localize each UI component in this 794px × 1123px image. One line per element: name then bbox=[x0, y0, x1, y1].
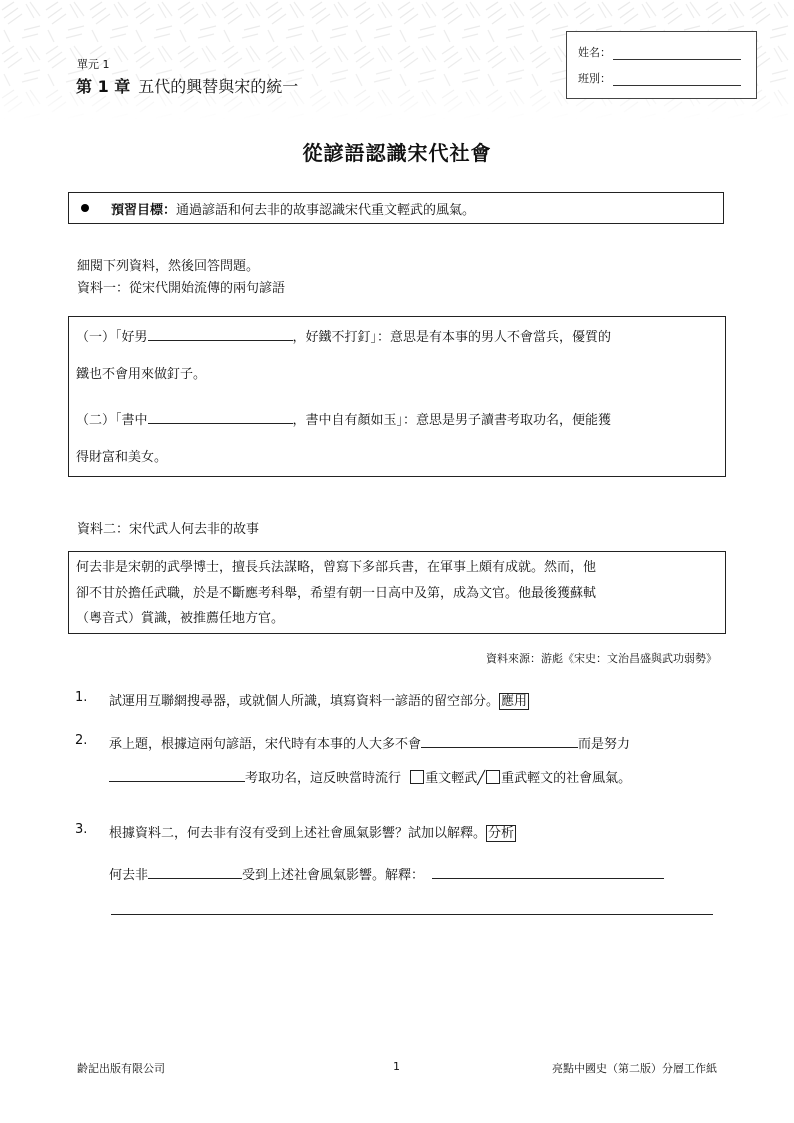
source2-line-1: 何去非是宋朝的武學博士，擅長兵法謀略，曾寫下多部兵書，在軍事上頗有成就。然而，他 bbox=[76, 560, 597, 575]
q3-explain-line-2[interactable] bbox=[111, 914, 713, 915]
class-label: 班別： bbox=[578, 72, 611, 85]
chapter-heading bbox=[76, 74, 298, 97]
unit-label: 單元 1 bbox=[77, 58, 110, 71]
footer-book-title: 亮點中國史（第二版）分層工作紙 bbox=[552, 1062, 717, 1075]
skill-tag-analyze: 分析 bbox=[488, 826, 515, 841]
instructions: 細閱下列資料，然後回答問題。 bbox=[77, 259, 260, 274]
page-title: 從諺語認識宋代社會 bbox=[302, 141, 492, 165]
chapter-number: 第 1 章 bbox=[76, 77, 131, 96]
footer-publisher: 齡記出版有限公司 bbox=[77, 1062, 165, 1075]
q2-blank-1[interactable] bbox=[421, 735, 578, 748]
q3-explain-line-1[interactable] bbox=[432, 866, 664, 879]
student-info-box bbox=[566, 31, 757, 99]
source2-line-2: 卻不甘於擔任武職，於是不斷應考科舉，希望有朝一日高中及第，成為文官。他最後獲蘇軾 bbox=[76, 586, 597, 601]
goal-label: 預習目標： bbox=[111, 202, 177, 218]
proverb-2: （二）「書中 ，書中自有顏如玉」：意思是男子讀書考取功名，便能獲 bbox=[76, 413, 612, 428]
source2-line-3: （粵音式）賞識，被推薦任地方官。 bbox=[76, 611, 285, 626]
proverb-1-blank[interactable] bbox=[148, 328, 293, 341]
source1-heading: 資料一：從宋代開始流傳的兩句諺語 bbox=[77, 281, 286, 296]
proverb-1: （一）「好男 ，好鐵不打釘」：意思是有本事的男人不會當兵，優質的 bbox=[76, 330, 612, 345]
name-label: 姓名： bbox=[578, 46, 611, 59]
proverb-2-cont: 得財富和美女。 bbox=[76, 450, 168, 465]
source2-box bbox=[68, 551, 726, 634]
class-field[interactable] bbox=[613, 74, 741, 86]
source2-heading: 資料二：宋代武人何去非的故事 bbox=[77, 522, 260, 537]
goal-box bbox=[68, 192, 724, 224]
bullet-icon bbox=[81, 204, 89, 212]
proverb-2-blank[interactable] bbox=[148, 411, 293, 424]
skill-tag-apply: 應用 bbox=[501, 694, 528, 709]
proverb-1-cont: 鐵也不會用來做釘子。 bbox=[76, 367, 207, 382]
source1-box bbox=[68, 316, 726, 477]
chapter-title: 五代的興替與宋的統一 bbox=[138, 77, 299, 96]
option-checkbox-1[interactable] bbox=[410, 770, 424, 784]
option-checkbox-2[interactable] bbox=[486, 770, 500, 784]
q3-blank-1[interactable] bbox=[148, 866, 242, 879]
source-citation: 資料來源：游彪《宋史：文治昌盛與武功弱勢》 bbox=[486, 652, 717, 665]
goal-text: 通過諺語和何去非的故事認識宋代重文輕武的風氣。 bbox=[176, 202, 476, 218]
name-field[interactable] bbox=[613, 48, 741, 60]
page-number: 1 bbox=[393, 1060, 400, 1073]
q2-blank-2[interactable] bbox=[109, 769, 245, 782]
